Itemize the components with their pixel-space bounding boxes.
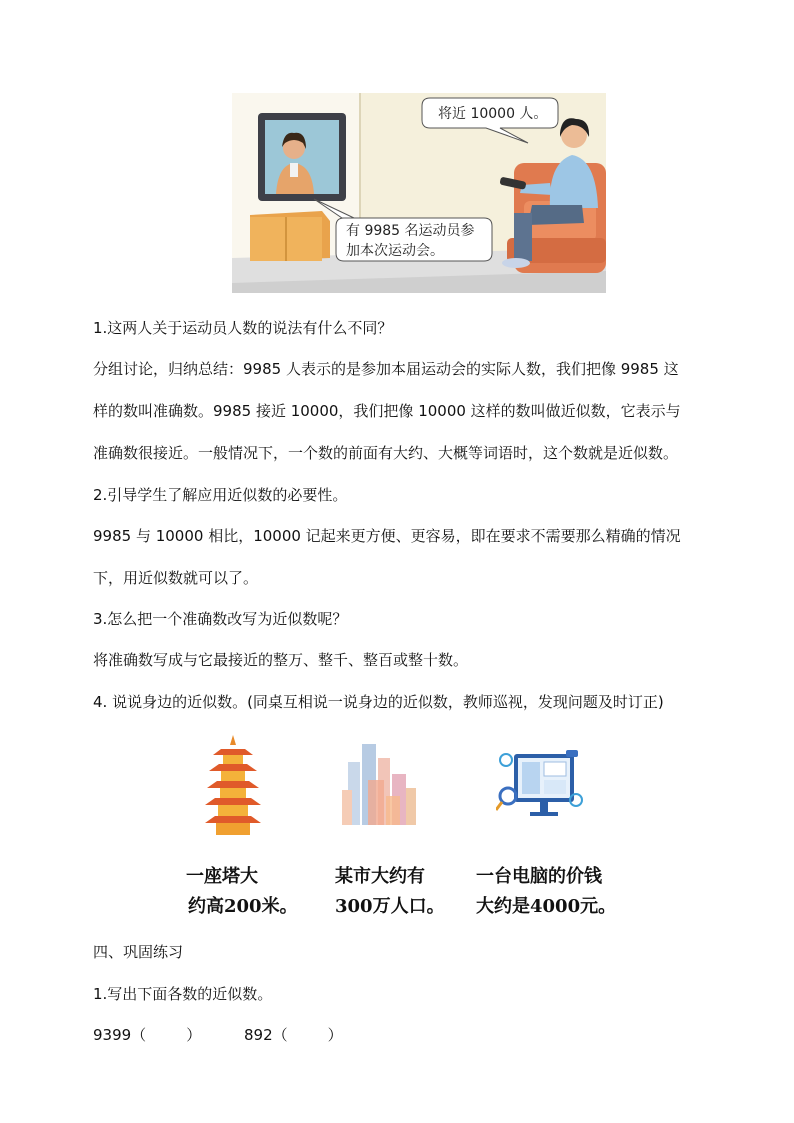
q3-paragraph: 将准确数写成与它最接近的整万、整千、整百或整十数。: [93, 651, 469, 669]
exercise-item-2-label: 892（: [244, 1026, 288, 1044]
q1-paragraph-line2: 样的数叫准确数。9985 接近 10000，我们把像 10000 这样的数叫做近似数，它表示与: [93, 402, 681, 420]
section4-q1-heading: 1.写出下面各数的近似数。: [93, 985, 273, 1003]
exercise-item-2-close: ）: [327, 1026, 343, 1044]
example-city-line2: 300万人口。: [335, 896, 445, 917]
example-computer-line1: 一台电脑的价钱: [476, 866, 602, 887]
pagoda-icon: [205, 735, 261, 835]
exercise-item-1-close: ）: [186, 1026, 202, 1044]
example-pagoda-line2: 约高200米。: [188, 896, 298, 917]
tv-speech-bubble-line2: 加本次运动会。: [346, 243, 444, 259]
q1-heading: 1.这两人关于运动员人数的说法有什么不同？: [93, 319, 393, 337]
exercise-item-1: [93, 1025, 201, 1045]
example-pagoda-line1: 一座塔大: [186, 866, 258, 887]
q2-paragraph-line2: 下，用近似数就可以了。: [93, 569, 259, 587]
exercise-item-2: [244, 1025, 343, 1045]
example-computer-line2: 大约是4000元。: [476, 896, 617, 917]
q2-heading: 2.引导学生了解应用近似数的必要性。: [93, 486, 348, 504]
man-speech-bubble-text: 将近 10000 人。: [438, 106, 548, 122]
exercise-item-1-label: 9399（: [93, 1026, 147, 1044]
computer-icon: [496, 750, 586, 825]
q3-heading: 3.怎么把一个准确数改写为近似数呢？: [93, 610, 348, 628]
example-city-caption: [335, 862, 445, 922]
q2-paragraph-line1: 9985 与 10000 相比，10000 记起来更方便、更容易，即在要求不需要那么精确的情况: [93, 527, 681, 545]
example-pagoda-caption: [186, 862, 298, 922]
q4-heading: 4. 说说身边的近似数。(同桌互相说一说身边的近似数，教师巡视，发现问题及时订正): [93, 693, 664, 711]
example-city-line1: 某市大约有: [335, 866, 425, 887]
q1-paragraph-line1: 分组讨论，归纳总结：9985 人表示的是参加本届运动会的实际人数，我们把像 9985 这: [93, 360, 679, 378]
city-buildings-icon: [340, 740, 420, 825]
tv-speech-bubble-line1: 有 9985 名运动员参: [346, 223, 475, 239]
section4-title: 四、巩固练习: [93, 943, 184, 961]
example-computer-caption: [476, 862, 616, 922]
tv-scene-illustration: [232, 93, 606, 293]
q1-paragraph-line3: 准确数很接近。一般情况下，一个数的前面有大约、大概等词语时，这个数就是近似数。: [93, 444, 679, 462]
